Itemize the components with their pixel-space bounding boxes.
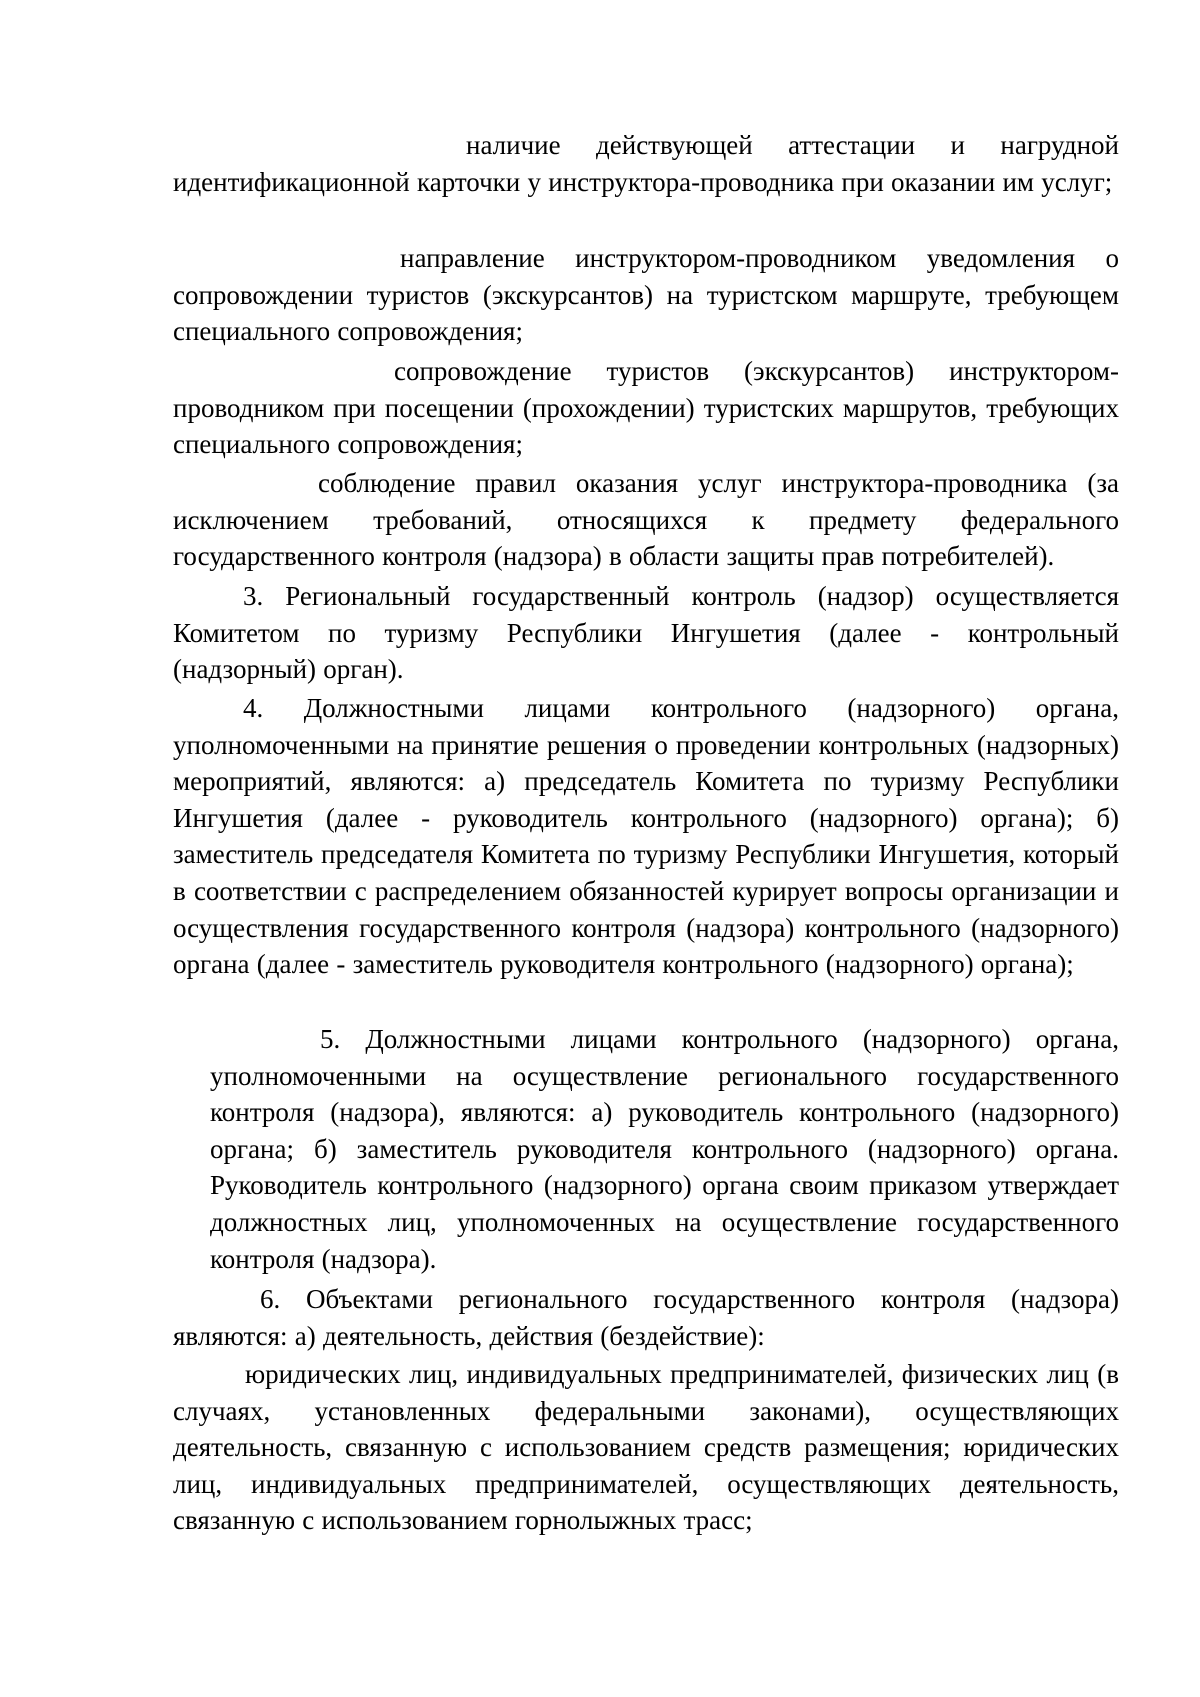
paragraph-item-4: 4. Должностными лицами контрольного (надзорного) органа, уполномоченными на принятие решения о проведении контрольных (надзорных) мероприятий, являются: а) председатель Комитета по туризму Республики Ингушетия (далее - руководитель контрольного (надзорного) органа); б) заместитель председателя Комитета по туризму Республики Ингушетия, который в соответствии с распределением обязанностей курирует вопросы организации и осуществления государственного контроля (надзора) контрольного (надзорного) органа (далее - заместитель руководителя контрольного (надзорного) органа); (173, 693, 1119, 980)
paragraph-escort: сопровождение туристов (экскурсантов) инструктором-проводником при посещении (прохождении) туристских маршрутов, требующих специального сопровождения; (173, 356, 1119, 460)
paragraph-objects-list: юридических лиц, индивидуальных предпринимателей, физических лиц (в случаях, установленных федеральными законами), осуществляющих деятельность, связанную с использованием средств размещения; юридических лиц, индивидуальных предпринимателей, осуществляющих деятельность, связанную с использованием горнолыжных трасс; (173, 1359, 1119, 1536)
paragraph-notification: направление инструктором-проводником уведомления о сопровождении туристов (экскурсантов) на туристском маршруте, требующем специального сопровождения; (173, 243, 1119, 347)
paragraph-item-3: 3. Региональный государственный контроль (надзор) осуществляется Комитетом по туризму Республики Ингушетия (далее - контрольный (надзорный) орган). (173, 581, 1119, 685)
paragraph-item-6: 6. Объектами регионального государственного контроля (надзора) являются: а) деятельность, действия (бездействие): (173, 1284, 1119, 1351)
paragraph-rules-compliance: соблюдение правил оказания услуг инструктора-проводника (за исключением требований, относящихся к предмету федерального государственного контроля (надзора) в области защиты прав потребителей). (173, 468, 1119, 572)
paragraph-attestation: наличие действующей аттестации и нагрудной идентификационной карточки у инструктора-проводника при оказании им услуг; (173, 130, 1119, 197)
paragraph-item-5: 5. Должностными лицами контрольного (надзорного) органа, уполномоченными на осуществление регионального государственного контроля (надзора), являются: а) руководитель контрольного (надзорного) органа; б) заместитель руководителя контрольного (надзорного) органа. Руководитель контрольного (надзорного) органа своим приказом утверждает должностных лиц, уполномоченных на осуществление государственного контроля (надзора). (210, 1024, 1119, 1274)
